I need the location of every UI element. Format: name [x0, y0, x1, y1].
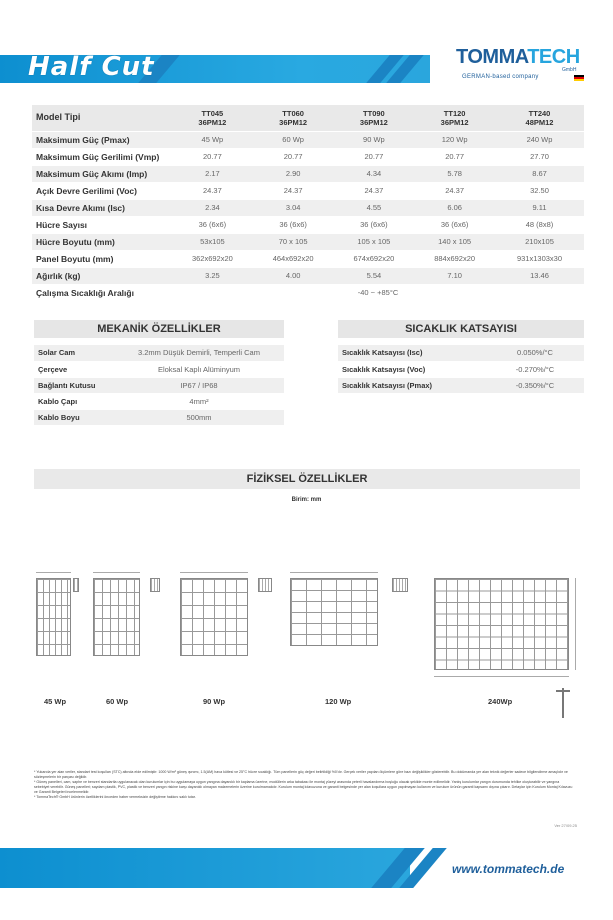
footnote: * TommaTech® GmbH ürünlerin özelliklerini önceden haber vermeksizin değiştirme hakkını saklı tutar.: [34, 795, 196, 799]
panel-label: 60 Wp: [106, 697, 129, 706]
table-cell: 3.2mm Düşük Demirli, Temperli Cam: [114, 345, 284, 361]
table-row: [32, 131, 584, 148]
brand-logo: [456, 46, 596, 86]
table-row: [32, 165, 584, 182]
table-cell: 500mm: [114, 409, 284, 425]
dimension-line: [434, 676, 569, 677]
dimension-line: [93, 572, 140, 573]
table-row: [34, 409, 284, 425]
table-row: [34, 393, 284, 409]
table-cell: 120 Wp: [414, 131, 495, 148]
row-label: Bağlantı Kutusu: [34, 377, 114, 393]
dimension-line: [575, 578, 576, 670]
model-variant: 36PM12: [279, 117, 308, 127]
spec-table: [32, 105, 584, 302]
table-cell: -0.350%/°C: [486, 377, 584, 393]
row-label: Solar Cam: [34, 345, 114, 361]
table-cell: 32.50: [495, 182, 584, 199]
table-row: [32, 284, 584, 301]
table-row: [32, 267, 584, 284]
dimension-line: [290, 572, 378, 573]
table-cell: 36 (6x6): [414, 216, 495, 233]
row-label: Kablo Çapı: [34, 393, 114, 409]
footnotes: [34, 770, 574, 800]
table-cell: 53x105: [172, 233, 253, 250]
table-cell: 24.37: [334, 182, 415, 199]
table-cell: 4.00: [253, 267, 334, 284]
table-cell: 24.37: [414, 182, 495, 199]
sicaklik-table: [338, 345, 584, 394]
row-label: Maksimum Güç Akımı (Imp): [32, 165, 172, 182]
row-label: Sıcaklık Katsayısı (Isc): [338, 345, 486, 361]
german-flag-icon: [574, 75, 584, 81]
row-label: Maksimum Güç (Pmax): [32, 131, 172, 148]
panel-label: 120 Wp: [325, 697, 352, 706]
column-header: [253, 105, 334, 131]
website-link[interactable]: www.tommatech.de: [452, 862, 565, 876]
table-cell: 931x1303x30: [495, 250, 584, 267]
footnote: * Güneş panelleri, cam, saphe ve benzeri standartla uygulanacak olan kurulumlar için bu uygulamaya uygun yangına dayanıklı bir kaplama üzerine, modüllerin arka tabakası ile montaj yüzeyi arasında yeterli havalandırma boşluğu olacak şekilde monte edilmelidir. Yanlış kurulumlar yangın durumunda tehlike oluşturabilir ve yangına sebebiyet verebilir. Güneş panelleri; saydam plastik, PVC, plastik ve benzeri yangın riskine karşı dayanıklı olmayan malzemelerin üzerine kurulmamalıdır. Kurulum montaj kılavuzuna ve garanti belgesinde yer alan koşullara uygun yapılmayan kullanım ve kurulum ürünün garanti kapsamı dışına çıkarır. Detaylar için Kurulum Montaj Kılavuzu ve Garanti Belgeleri incelenmelidir.: [34, 780, 573, 794]
version-label: Ver 27/09.25: [554, 823, 577, 828]
fiziksel-title: FİZİKSEL ÖZELLİKLER: [34, 469, 580, 489]
table-row: [32, 199, 584, 216]
page-title: Half Cut: [28, 52, 155, 82]
row-label: Maksimum Güç Gerilimi (Vmp): [32, 148, 172, 165]
table-cell: 20.77: [334, 148, 415, 165]
table-cell: 4mm²: [114, 393, 284, 409]
row-label: Açık Devre Gerilimi (Voc): [32, 182, 172, 199]
column-header: [334, 105, 415, 131]
table-cell: 5.78: [414, 165, 495, 182]
table-cell: 4.34: [334, 165, 415, 182]
table-row: [338, 361, 584, 377]
column-header: [414, 105, 495, 131]
model-code: TT090: [363, 108, 385, 118]
table-cell: 36 (6x6): [172, 216, 253, 233]
row-label: Panel Boyutu (mm): [32, 250, 172, 267]
panel-side-120wp: [392, 578, 408, 592]
table-row: [34, 345, 284, 361]
column-header-model: Model Tipi: [32, 105, 172, 131]
model-variant: 36PM12: [198, 117, 227, 127]
table-cell: 3.25: [172, 267, 253, 284]
row-label: Ağırlık (kg): [32, 267, 172, 284]
table-cell: 20.77: [172, 148, 253, 165]
panel-side-60wp: [150, 578, 160, 592]
table-cell: 36 (6x6): [253, 216, 334, 233]
table-cell: 464x692x20: [253, 250, 334, 267]
table-cell: 140 x 105: [414, 233, 495, 250]
table-cell: 36 (6x6): [334, 216, 415, 233]
table-cell: 210x105: [495, 233, 584, 250]
column-header: [495, 105, 584, 131]
table-cell: 6.06: [414, 199, 495, 216]
panel-drawing-45wp: [36, 578, 71, 656]
model-code: TT120: [443, 108, 466, 118]
dimension-line: [180, 572, 248, 573]
row-label: Hücre Sayısı: [32, 216, 172, 233]
table-cell: -0.270%/°C: [486, 361, 584, 377]
panel-label: 240Wp: [488, 697, 513, 706]
panel-label: 90 Wp: [203, 697, 226, 706]
mekanik-table: [34, 345, 284, 426]
table-row: [32, 233, 584, 250]
model-variant: 36PM12: [359, 117, 388, 127]
unit-label: Birim: mm: [291, 497, 322, 503]
table-row: [338, 377, 584, 393]
brand-name: TOMMATECH: [456, 46, 580, 68]
table-cell: 24.37: [172, 182, 253, 199]
panel-drawing-90wp: [180, 578, 248, 656]
table-cell: 2.90: [253, 165, 334, 182]
panel-drawing-120wp: [290, 578, 378, 646]
sicaklik-title: SICAKLIK KATSAYISI: [338, 320, 584, 338]
frame-profile-icon: [562, 688, 564, 718]
table-cell: 0.050%/°C: [486, 345, 584, 361]
table-cell: 20.77: [253, 148, 334, 165]
table-row: [32, 250, 584, 267]
panel-side-90wp: [258, 578, 272, 592]
table-cell: 7.10: [414, 267, 495, 284]
table-cell: 362x692x20: [172, 250, 253, 267]
table-cell: 105 x 105: [334, 233, 415, 250]
table-cell: 48 (8x8): [495, 216, 584, 233]
row-label: Çalışma Sıcaklığı Aralığı: [32, 284, 172, 301]
panel-side-45wp: [73, 578, 79, 592]
table-cell: 240 Wp: [495, 131, 584, 148]
table-cell: 45 Wp: [172, 131, 253, 148]
footnote: * Yukarıda yer alan veriler, standart test koşulları (STC) altında elde edilmiştir: 1000 W/m² güneş ışınımı, 1.5(AM) hava kütlesi ve 25°C hücre sıcaklığı. Tüm panellerin güç değeri belirtildiği %0'dır. Gerçek veriler yapılan ölçümlere göre bazı değişiklikler gösterebilir. Bu dokümanda yer alan teknik değerler sadece bilgilendirme amaçlıdır ve sözleşmelerin bir parçası değildir.: [34, 770, 568, 779]
row-label: Çerçeve: [34, 361, 114, 377]
row-label: Hücre Boyutu (mm): [32, 233, 172, 250]
table-cell: 2.34: [172, 199, 253, 216]
panel-label: 45 Wp: [44, 697, 67, 706]
row-label: Kablo Boyu: [34, 409, 114, 425]
table-row: [34, 361, 284, 377]
footer-band: [0, 848, 410, 888]
table-row: [34, 377, 284, 393]
table-cell: 884x692x20: [414, 250, 495, 267]
table-cell: 3.04: [253, 199, 334, 216]
row-label: Kısa Devre Akımı (Isc): [32, 199, 172, 216]
table-row: [32, 148, 584, 165]
column-header: [172, 105, 253, 131]
table-cell: 4.55: [334, 199, 415, 216]
model-variant: 36PM12: [440, 117, 469, 127]
table-cell: IP67 / IP68: [114, 377, 284, 393]
table-row: [32, 216, 584, 233]
table-cell: 674x692x20: [334, 250, 415, 267]
brand-tagline: GERMAN-based company: [462, 74, 539, 80]
row-label: Sıcaklık Katsayısı (Voc): [338, 361, 486, 377]
table-cell: 70 x 105: [253, 233, 334, 250]
table-cell: 8.67: [495, 165, 584, 182]
table-cell: 27.70: [495, 148, 584, 165]
table-cell: -40 ~ +85°C: [172, 284, 584, 301]
frame-profile-icon: [556, 690, 570, 692]
table-cell: 5.54: [334, 267, 415, 284]
table-cell: 13.46: [495, 267, 584, 284]
row-label: Sıcaklık Katsayısı (Pmax): [338, 377, 486, 393]
table-cell: 2.17: [172, 165, 253, 182]
table-row: [32, 182, 584, 199]
table-cell: 24.37: [253, 182, 334, 199]
mekanik-title: MEKANİK ÖZELLİKLER: [34, 320, 284, 338]
panel-drawing-240wp: [434, 578, 569, 670]
model-code: TT060: [282, 108, 304, 118]
table-row: [338, 345, 584, 361]
table-cell: 20.77: [414, 148, 495, 165]
model-code: TT045: [201, 108, 224, 118]
table-cell: 90 Wp: [334, 131, 415, 148]
dimension-line: [36, 572, 71, 573]
panel-drawing-60wp: [93, 578, 140, 656]
model-code: TT240: [528, 108, 551, 118]
model-variant: 48PM12: [525, 117, 554, 127]
table-cell: Eloksal Kaplı Alüminyum: [114, 361, 284, 377]
table-cell: 9.11: [495, 199, 584, 216]
table-cell: 60 Wp: [253, 131, 334, 148]
brand-gmbh: GmbH: [562, 67, 577, 73]
